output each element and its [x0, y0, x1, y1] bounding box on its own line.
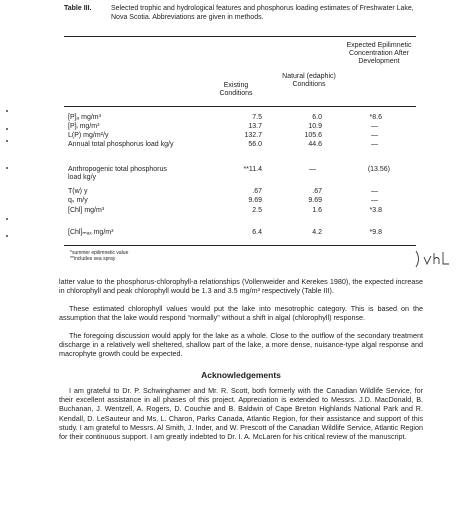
- row-label: [P]ᵢ mg/m³: [68, 123, 100, 130]
- row-label: Anthropogenic total phosphorus load kg/y: [68, 166, 167, 181]
- cell-expected: *9.8: [369, 229, 382, 236]
- cell-expected: (13.56): [367, 166, 390, 173]
- cell-natural: —: [309, 166, 316, 173]
- table-top-rule: [64, 36, 416, 37]
- cell-natural: 10.9: [308, 123, 322, 130]
- margin-mark: [6, 140, 8, 142]
- column-header-expected: Expected Epilimnetic Concentration After Development: [346, 42, 412, 65]
- cell-natural: 44.6: [308, 141, 322, 148]
- cell-existing: 2.5: [252, 207, 262, 214]
- margin-mark: [6, 218, 8, 220]
- table-header-rule: [64, 106, 416, 107]
- row-label: [Chl] mg/m³: [68, 207, 105, 214]
- cell-expected: *8.6: [369, 114, 382, 121]
- cell-expected: —: [371, 141, 378, 148]
- cell-natural: 105.6: [304, 132, 322, 139]
- margin-mark: [6, 167, 8, 169]
- acknowledgements-paragraph: I am grateful to Dr. P. Schwinghamer and Mr. R. Scott, both formerly with the Canadian Wildlife Service, for their excellent assistance in all phases of this project. Appreciation is extended to Messrs. J.D. MacDonald, B. Buchanan, J. Wentzell, A. Rogers, D. Couchie and B. Baldwin of Cape Breton Highlands National Park and R. Kendall, D. LeSauteur and Ms. L. Charon, Parks Canada, Atlantic Region, for their assistance and support of this study. I am grateful to Messrs. Al Smith, J. Inder, and W. Prescott of the Canadian Wildlife Service, Atlantic Region for their continuous support. I am greatly indebted to Dr. I. A. McLaren for his critical review of the manuscript.: [59, 386, 423, 442]
- table-caption: [64, 4, 416, 22]
- table-footnote: **includes sea spray: [70, 256, 116, 262]
- cell-expected: —: [371, 197, 378, 204]
- table-caption-text: Selected trophic and hydrological features and phosphorus loading estimates of Freshwater Lake, Nova Scotia. Abbreviations are given in methods.: [111, 5, 414, 21]
- table-footnote: *summer epilimnetic value: [70, 250, 129, 256]
- column-header-existing: Existing Conditions: [219, 82, 253, 97]
- row-label: [P]ₐ mg/m³: [68, 114, 101, 121]
- table-bottom-rule: [64, 245, 416, 246]
- cell-natural: .67: [312, 188, 322, 195]
- cell-existing: .67: [252, 188, 262, 195]
- cell-existing: 7.5: [252, 114, 262, 121]
- margin-mark: [6, 128, 8, 130]
- table-label: Table III.: [64, 5, 92, 12]
- cell-expected: *3.8: [369, 207, 382, 214]
- cell-expected: —: [371, 123, 378, 130]
- cell-natural: 1.6: [312, 207, 322, 214]
- body-paragraph: latter value to the phosphorus-chlorophyll-a relationships (Vollenweider and Kerekes 1980), the expected increase in chlorophyll and peak chlorophyll would be 1.3 and 3.5 mg/m³ respectively (Table III).: [59, 277, 423, 296]
- cell-natural: 9.69: [308, 197, 322, 204]
- row-label: [Chl]ₘₐₓ mg/m³: [68, 229, 114, 236]
- cell-expected: —: [371, 132, 378, 139]
- cell-natural: 6.0: [312, 114, 322, 121]
- cell-existing: 6.4: [252, 229, 262, 236]
- body-paragraph: The foregoing discussion would apply for the lake as a whole. Close to the outflow of the secondary treatment discharge in a relatively well sheltered, shallow part of the lake, a more dense, nuisance-type algal response and macrophyte growth could be expected.: [59, 331, 423, 359]
- cell-existing: 13.7: [248, 123, 262, 130]
- cell-natural: 4.2: [312, 229, 322, 236]
- cell-existing: 56.0: [248, 141, 262, 148]
- column-header-natural: Natural (edaphic) Conditions: [282, 73, 336, 88]
- margin-mark: [6, 110, 8, 112]
- acknowledgements-heading: Acknowledgements: [201, 370, 281, 380]
- margin-mark: [6, 235, 8, 237]
- cell-existing: 9.69: [248, 197, 262, 204]
- cell-existing: **11.4: [243, 166, 262, 173]
- body-paragraph: These estimated chlorophyll values would put the lake into mesotrophic category. This is based on the assumption that the lake would respond “normally” without a shift in algal (chlorophyll) response.: [59, 304, 423, 323]
- cell-existing: 132.7: [244, 132, 262, 139]
- cell-expected: —: [371, 188, 378, 195]
- row-label: qₛ m/y: [68, 197, 88, 204]
- row-label: Annual total phosphorus load kg/y: [68, 141, 174, 148]
- row-label: T(w) y: [68, 188, 88, 195]
- handwritten-margin-note: [414, 249, 460, 269]
- row-label: L(P) mg/m²/y: [68, 132, 109, 139]
